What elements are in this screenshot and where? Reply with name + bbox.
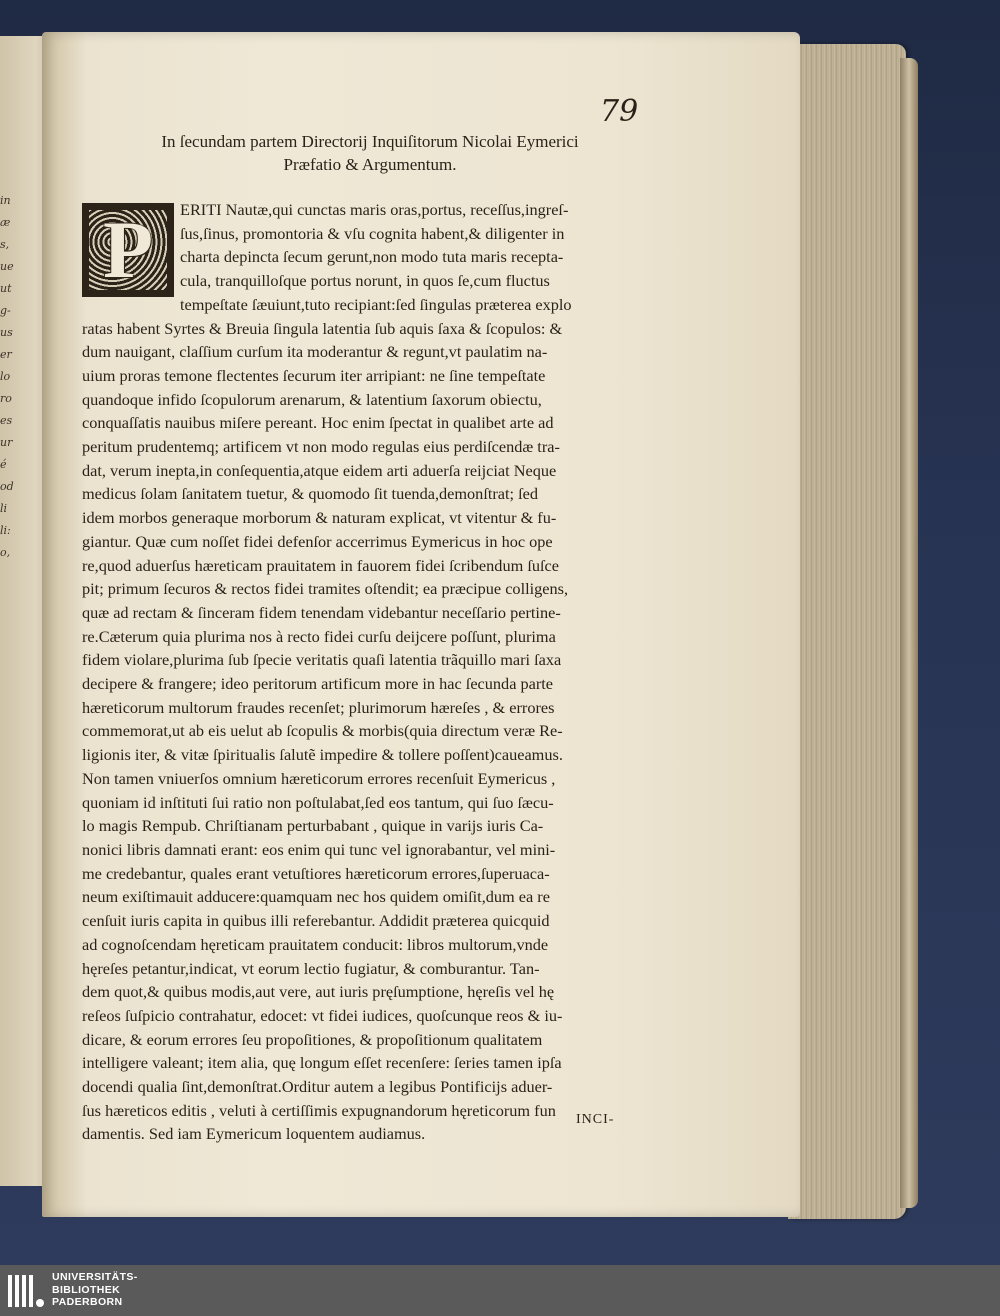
- body-line: neum exiſtimauit adducere:quamquam nec hos quidem omiſit,dum ea re: [82, 887, 550, 907]
- heading-line-2: Præfatio & Argumentum.: [283, 155, 457, 174]
- body-text: [82, 198, 642, 1146]
- body-line: lo magis Rempub. Chriſtianam perturbabant , quique in varijs iuris Ca-: [82, 816, 544, 836]
- body-line: quæ ad rectam & ſinceram fidem tenendam videbantur neceſſario pertine-: [82, 602, 561, 622]
- body-line: dem quot,& quibus modis,aut vere, aut iuris pręſumptione, hęreſis vel hę: [82, 982, 555, 1002]
- body-line: cenſuit iuris capita in quibus illi referebantur. Addidit præterea quicquid: [82, 911, 550, 931]
- body-line: giantur. Quæ cum noſſet fidei defenſor accerrimus Eymericus in hoc ope: [82, 531, 553, 551]
- body-line: reſeos ſuſpicio contrahatur, edocet: vt fidei iudices, quoſcunque reos & iu-: [82, 1005, 563, 1025]
- body-line: ſus hæreticos editis , veluti à certiſſimis expugnandorum hęreticorum fun: [82, 1100, 556, 1120]
- body-line: hęreſes petantur,indicat, vt eorum lectio fugiatur, & comburantur. Tan-: [82, 958, 540, 978]
- body-line: ſus,ſinus, promontoria & vſu cognita habent,& diligenter in: [180, 223, 565, 243]
- body-line: ERITI Nautæ,qui cunctas maris oras,portus, receſſus,ingreſ-: [180, 200, 569, 219]
- catchword: INCI-: [576, 1112, 615, 1127]
- body-line: conquaſſatis nauibus miſere pereant. Hoc enim ſpectat in qualibet arte ad: [82, 413, 554, 433]
- body-line: dum nauigant, claſſium curſum ita moderantur & regunt,vt paulatim na-: [82, 342, 548, 362]
- body-line: ratas habent Syrtes & Breuia ſingula latentia ſub aquis ſaxa & ſcopulos: &: [82, 318, 563, 338]
- body-line: dicare, & eorum errores ſeu propoſitiones, & propoſitionum qualitatem: [82, 1029, 543, 1049]
- body-line: ligionis iter, & vitæ ſpiritualis ſalutẽ impedire & tollere poſſent)caueamus.: [82, 745, 563, 765]
- body-line: quoniam id inſtituti ſui ratio non poſtulabat,ſed eos tantum, qui ſuo ſæcu-: [82, 792, 554, 812]
- book-edge: [788, 44, 906, 1219]
- body-line: uium proras temone flectentes ſecurum iter arripiant: ne ſine tempeſtate: [82, 365, 546, 385]
- body-line: quandoque infido ſcopulorum arenarum, & latentium ſaxorum obiectu,: [82, 389, 542, 409]
- decorated-initial: [82, 203, 174, 297]
- body-line: dat, verum inepta,in conſequentia,atque eidem arti aduerſa reijciat Neque: [82, 460, 557, 480]
- body-line: cula, tranquilloſque portus norunt, in quos ſe,cum fluctus: [180, 271, 550, 291]
- heading-line-1: In ſecundam partem Directorij Inquiſitorum Nicolai Eymerici: [161, 132, 579, 151]
- body-line: re.Cæterum quia plurima nos à recto fidei curſu deijcere poſſunt, plurima: [82, 626, 556, 646]
- body-line: intelligere valeant; item alia, quę longum eſſet recenſere: ſeries tamen ipſa: [82, 1053, 562, 1073]
- book-cover-edge: [900, 58, 918, 1208]
- library-logo-text: [52, 1271, 138, 1309]
- body-line: commemorat,ut ab eis uelut ab ſcopulis & morbis(quia directum veræ Re-: [82, 721, 563, 741]
- body-line: peritum prudentemq; artificem vt non modo regulas eius perdiſcendæ tra-: [82, 437, 560, 457]
- body-line: me credebantur, quales erant vetuſtiores hæreticorum errores,ſuperuaca-: [82, 863, 550, 883]
- page-number: 79: [600, 94, 639, 129]
- library-logo-icon: [6, 1271, 46, 1311]
- logo-line-3: PADERBORN: [52, 1296, 123, 1308]
- body-line: medicus ſolam ſanitatem tuetur, & quomodo ſit tuenda,demonſtrat; ſed: [82, 484, 539, 504]
- body-line: decipere & frangere; ideo peritorum artificum more in hac ſecunda parte: [82, 674, 554, 694]
- body-line: ad cognoſcendam hęreticam prauitatem conducit: libros multorum,vnde: [82, 934, 549, 954]
- footer-bar: [0, 1265, 1000, 1316]
- left-page-fragments: in æ s, ue ut g- us er lo ro es ur é od li li: o,: [0, 194, 14, 559]
- logo-line-2: BIBLIOTHEK: [52, 1283, 121, 1296]
- body-line: fidem violare,plurima ſub ſpecie veritatis quaſi latentia trãquillo mari ſaxa: [82, 650, 562, 670]
- body-line: hæreticorum multorum fraudes recenſet; plurimorum hæreſes , & errores: [82, 697, 555, 717]
- body-line: Non tamen vniuerſos omnium hæreticorum errores recenſuit Eymericus ,: [82, 768, 556, 788]
- body-line: idem morbos generaque morborum & naturam explicat, vt vitentur & fu-: [82, 508, 557, 528]
- body-line: tempeſtate ſæuiunt,tuto recipiant:ſed ſingulas præterea explo: [180, 294, 572, 314]
- body-line: nonici libris damnati erant: eos enim qui tunc vel ignorabantur, vel mini-: [82, 839, 556, 859]
- body-line: charta depincta ſecum gerunt,non modo tuta maris recepta-: [180, 247, 564, 267]
- body-line: docendi qualia ſint,demonſtrat.Orditur autem a legibus Pontificijs aduer-: [82, 1077, 553, 1097]
- logo-line-1: UNIVERSITÄTS-: [52, 1271, 138, 1283]
- body-line: pit; primum ſecuros & rectos fidei tramites oſtendit; ea præcipue colligens,: [82, 579, 569, 599]
- initial-letter: P: [102, 204, 154, 295]
- page-heading: [100, 130, 640, 176]
- body-line: damentis. Sed iam Eymericum loquentem audiamus.: [82, 1124, 426, 1144]
- body-line: re,quod aduerſus hæreticam prauitatem in fauorem fidei ſcribendum ſuſce: [82, 555, 559, 575]
